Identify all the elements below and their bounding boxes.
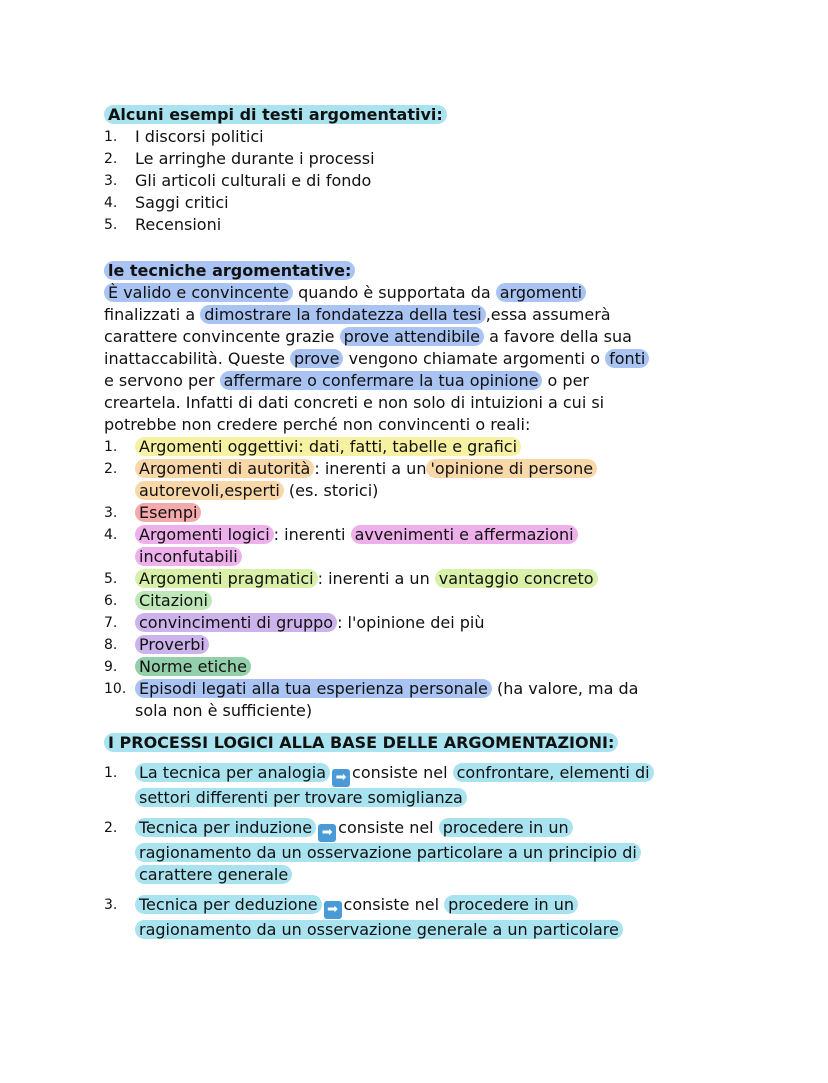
list-item: 2. Argomenti di autorità : inerenti a un 'opinione di persone autorevoli,esperti (es. storici) [104,458,764,502]
list-item: 9. Norme etiche [104,656,764,678]
paragraph-line: finalizzati a dimostrare la fondatezza della tesi ,essa assumerà [104,305,611,324]
section-title-examples: Alcuni esempi di testi argomentativi: [104,105,447,124]
section-title-techniques: le tecniche argomentative: [104,261,355,280]
section-processes [104,732,764,949]
list-item: 8. Proverbi [104,634,764,656]
list-item: 5. Recensioni [104,215,222,234]
list-item: 1. La tecnica per analogia ➡ consiste nel confrontare, elementi di settori differenti per trovare somiglianza [104,762,764,809]
paragraph-line: inattaccabilità. Queste prove vengono chiamate argomenti o fonti [104,348,764,370]
list-item: 1. I discorsi politici [104,127,264,146]
paragraph-line: potrebbe non credere perché non convincenti o reali: [104,415,531,434]
list-item: 3. Gli articoli culturali e di fondo [104,171,372,190]
list-item: 3. Esempi [104,502,764,524]
paragraph-line: È valido e convincente quando è supportata da argomenti [104,282,764,304]
paragraph-line: creartela. Infatti di dati concreti e non solo di intuizioni a cui si [104,393,605,412]
list-item: 3. Tecnica per deduzione ➡ consiste nel procedere in un ragionamento da un osservazione generale a un particolare [104,894,764,941]
list-item: 2. Tecnica per induzione ➡ consiste nel procedere in un ragionamento da un osservazione particolare a un principio di carattere generale [104,817,764,886]
list-item: 1. Argomenti oggettivi: dati, fatti, tabelle e grafici [104,436,764,458]
list-item: 5. Argomenti pragmatici : inerenti a un vantaggio concreto [104,568,764,590]
processes-list [104,762,764,941]
section-techniques [104,260,764,722]
list-item: 4. Argomenti logici : inerenti avvenimenti e affermazioni inconfutabili [104,524,764,568]
paragraph-line: carattere convincente grazie prove attendibile a favore della sua [104,327,632,346]
argument-types-list [104,436,764,722]
list-item: 4. Saggi critici [104,193,229,212]
section-title-processes: I PROCESSI LOGICI ALLA BASE DELLE ARGOMENTAZIONI: [104,733,618,752]
list-item: 7. convincimenti di gruppo : l'opinione dei più [104,613,485,632]
list-item: 10. Episodi legati alla tua esperienza personale (ha valore, ma da sola non è sufficiente) [104,679,639,720]
section-examples [104,104,764,236]
arrow-right-icon: ➡ [324,901,342,919]
arrow-right-icon: ➡ [332,769,350,787]
paragraph-line: e servono per affermare o confermare la tua opinione o per [104,371,589,390]
list-item: 2. Le arringhe durante i processi [104,149,375,168]
list-item: 6. Citazioni [104,590,764,612]
arrow-right-icon: ➡ [318,824,336,842]
examples-list [104,126,764,236]
